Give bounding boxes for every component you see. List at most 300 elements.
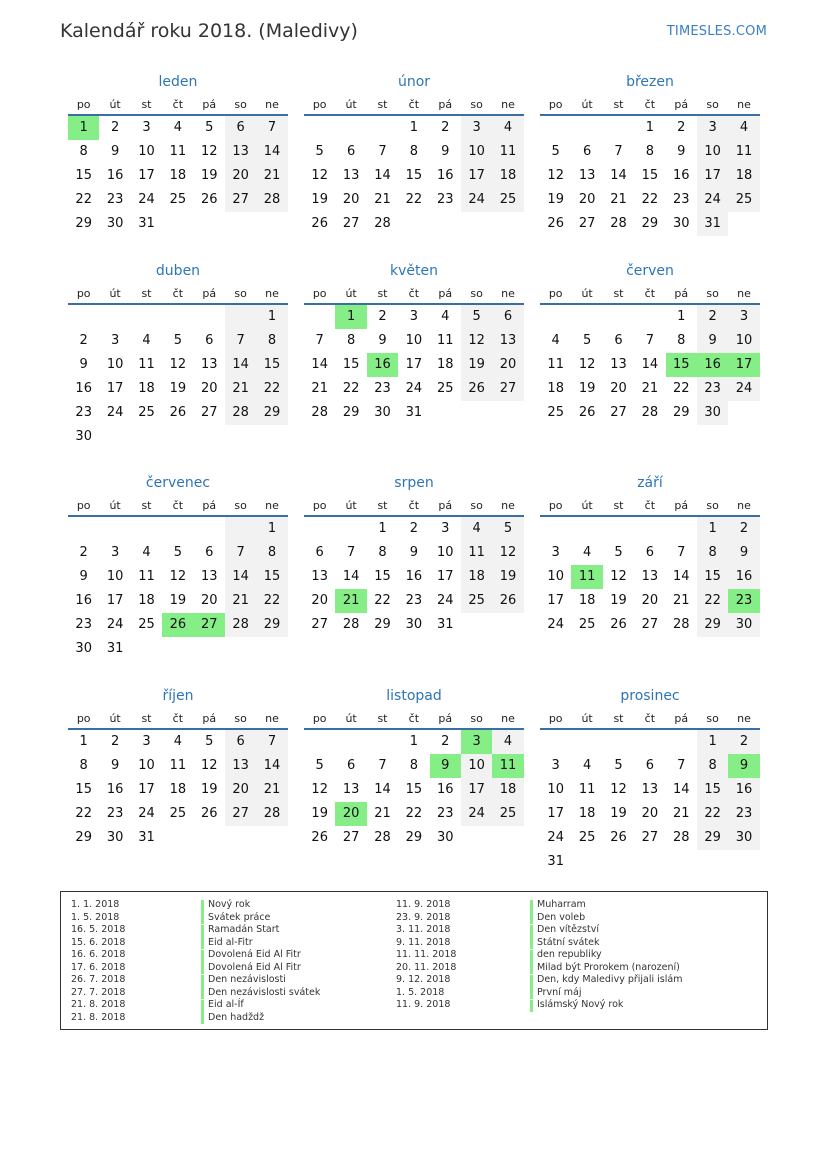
empty-cell xyxy=(225,212,256,236)
day-cell: 10 xyxy=(547,569,564,584)
day-cell: 25 xyxy=(138,405,155,420)
day-cell: 19 xyxy=(169,593,187,608)
day-cell: 13 xyxy=(578,168,596,183)
day-cell: 6 xyxy=(346,758,356,773)
legend-date: 21. 8. 2018 xyxy=(71,1011,126,1023)
empty-cell xyxy=(492,826,523,850)
day-cell: 13 xyxy=(200,357,218,372)
day-cell: 11 xyxy=(461,541,492,565)
empty-cell xyxy=(728,401,759,425)
day-cell: 11 xyxy=(169,758,187,773)
day-cell: 28 xyxy=(672,830,690,845)
day-cell: 30 xyxy=(106,830,124,845)
day-cell: 20 xyxy=(311,593,328,608)
weekday-header xyxy=(304,94,524,116)
day-cell: 12 xyxy=(169,569,187,584)
day-cell: 5 xyxy=(205,734,214,749)
month-7 xyxy=(68,473,288,661)
weekday-label: út xyxy=(581,98,593,111)
empty-cell xyxy=(540,517,571,541)
day-cell: 18 xyxy=(728,164,759,188)
empty-cell xyxy=(666,517,697,541)
day-cell: 15 xyxy=(405,782,423,797)
weekday-label: pá xyxy=(438,98,453,111)
day-cell: 7 xyxy=(614,144,623,159)
legend-date: 11. 9. 2018 xyxy=(396,899,451,910)
weekday-label: pá xyxy=(438,287,453,300)
day-cell: 24 xyxy=(106,405,124,420)
legend-marker xyxy=(201,912,204,924)
day-cell: 16 xyxy=(436,782,454,797)
day-cell: 10 xyxy=(138,758,155,773)
day-cell: 31 xyxy=(547,854,564,869)
day-cell: 14 xyxy=(641,357,659,372)
legend-date: 3. 11. 2018 xyxy=(396,924,451,935)
weekday-label: út xyxy=(109,712,121,725)
day-cell: 1 xyxy=(697,730,728,754)
empty-cell xyxy=(571,116,602,140)
day-cell: 31 xyxy=(138,830,155,845)
day-cell: 3 xyxy=(142,734,151,749)
weekday-label: po xyxy=(312,712,327,725)
legend-holiday-name: Den nezávislosti xyxy=(208,974,286,985)
day-cell: 16 xyxy=(728,565,759,589)
day-cell: 23 xyxy=(405,593,423,608)
day-cell: 24 xyxy=(106,617,124,632)
day-cell: 21 xyxy=(374,806,391,821)
weekday-label: so xyxy=(234,499,247,512)
empty-cell xyxy=(728,212,759,236)
day-cell: 20 xyxy=(342,192,360,207)
day-cell: 3 xyxy=(728,305,759,329)
day-cell: 6 xyxy=(645,758,654,773)
legend-marker xyxy=(201,975,204,987)
weekday-label: čt xyxy=(644,287,656,300)
legend-marker xyxy=(530,925,533,937)
day-cell: 30 xyxy=(75,429,92,444)
day-cell: 30 xyxy=(672,216,690,231)
day-cell: 19 xyxy=(492,565,523,589)
day-cell: 24 xyxy=(461,188,492,212)
legend-holiday-name: Dovolená Eid Al Fitr xyxy=(208,949,301,960)
day-cell: 21 xyxy=(256,778,287,802)
legend-holiday-name: Den vítězství xyxy=(537,924,599,935)
legend-holiday-name: Den voleb xyxy=(537,911,586,923)
day-cell: 19 xyxy=(547,192,564,207)
day-cell: 24 xyxy=(405,381,423,396)
day-cell: 27 xyxy=(200,405,218,420)
month-1 xyxy=(68,72,288,236)
day-cell: 23 xyxy=(697,377,728,401)
month-name: prosinec xyxy=(620,688,680,704)
day-cell: 21 xyxy=(335,589,366,613)
empty-cell xyxy=(162,305,193,329)
empty-cell xyxy=(225,637,256,661)
day-cell: 29 xyxy=(256,401,287,425)
month-name: srpen xyxy=(394,475,434,491)
legend-marker xyxy=(530,900,533,912)
weekday-label: so xyxy=(706,499,719,512)
weekday-label: po xyxy=(548,499,563,512)
day-cell: 9 xyxy=(430,754,461,778)
day-cell: 30 xyxy=(106,216,124,231)
weekday-header xyxy=(540,708,760,730)
day-cell: 18 xyxy=(138,381,155,396)
day-cell: 10 xyxy=(461,754,492,778)
legend-date: 11. 11. 2018 xyxy=(396,949,457,960)
day-cell: 17 xyxy=(697,164,728,188)
day-cell: 14 xyxy=(256,140,287,164)
day-cell: 8 xyxy=(346,333,356,348)
weekday-label: po xyxy=(76,499,91,512)
empty-cell xyxy=(225,826,256,850)
month-name: červen xyxy=(626,263,674,279)
day-cell: 8 xyxy=(256,329,287,353)
day-cell: 18 xyxy=(578,806,596,821)
weekday-header xyxy=(68,708,288,730)
day-cell: 6 xyxy=(225,730,256,754)
legend-marker xyxy=(530,912,533,924)
day-cell: 23 xyxy=(728,589,759,613)
weekday-label: ne xyxy=(737,98,751,111)
month-name: leden xyxy=(158,74,198,90)
day-cell: 27 xyxy=(492,377,523,401)
weekday-label: po xyxy=(312,499,327,512)
day-cell: 1 xyxy=(335,305,366,329)
day-cell: 8 xyxy=(645,144,654,159)
weekday-label: ne xyxy=(737,287,751,300)
day-cell: 5 xyxy=(582,333,592,348)
empty-cell xyxy=(603,116,634,140)
day-cell: 20 xyxy=(225,164,256,188)
day-cell: 22 xyxy=(641,192,659,207)
empty-cell xyxy=(540,730,571,754)
day-cell: 28 xyxy=(672,617,690,632)
day-cell: 25 xyxy=(169,806,187,821)
empty-cell xyxy=(99,425,130,449)
day-cell: 2 xyxy=(728,730,759,754)
day-cell: 1 xyxy=(68,116,99,140)
month-name: červenec xyxy=(145,475,211,491)
day-cell: 1 xyxy=(645,120,654,135)
day-cell: 19 xyxy=(311,192,328,207)
day-cell: 18 xyxy=(169,168,187,183)
day-grid xyxy=(68,517,288,661)
weekday-label: so xyxy=(706,98,719,111)
day-cell: 21 xyxy=(641,381,659,396)
day-cell: 30 xyxy=(374,405,391,420)
day-cell: 22 xyxy=(672,381,690,396)
day-cell: 9 xyxy=(110,758,120,773)
weekday-label: pá xyxy=(202,98,217,111)
day-cell: 20 xyxy=(335,802,366,826)
day-cell: 21 xyxy=(610,192,627,207)
weekday-label: pá xyxy=(674,499,689,512)
day-cell: 16 xyxy=(672,168,690,183)
empty-cell xyxy=(367,730,398,754)
empty-cell xyxy=(728,850,759,874)
weekday-label: pá xyxy=(438,712,453,725)
day-cell: 7 xyxy=(645,333,654,348)
day-cell: 26 xyxy=(169,405,187,420)
weekday-label: so xyxy=(470,98,483,111)
day-cell: 23 xyxy=(75,405,92,420)
day-cell: 23 xyxy=(672,192,690,207)
day-cell: 24 xyxy=(138,806,155,821)
legend-holiday-name: Den, kdy Maledivy přijali islám xyxy=(537,974,683,985)
legend-marker xyxy=(201,962,204,974)
day-cell: 14 xyxy=(342,569,360,584)
day-cell: 11 xyxy=(138,569,155,584)
day-cell: 9 xyxy=(697,329,728,353)
day-cell: 26 xyxy=(492,589,523,613)
day-cell: 26 xyxy=(311,216,328,231)
day-cell: 3 xyxy=(461,730,492,754)
day-cell: 17 xyxy=(138,782,155,797)
legend-date: 1. 1. 2018 xyxy=(71,899,120,910)
day-cell: 10 xyxy=(697,140,728,164)
weekday-label: so xyxy=(470,712,483,725)
day-cell: 19 xyxy=(610,806,627,821)
day-cell: 1 xyxy=(256,517,287,541)
day-cell: 3 xyxy=(551,545,560,560)
weekday-header xyxy=(304,495,524,517)
day-cell: 26 xyxy=(200,192,218,207)
legend-date: 26. 7. 2018 xyxy=(71,974,126,985)
day-cell: 21 xyxy=(374,192,391,207)
day-cell: 4 xyxy=(441,309,450,324)
day-cell: 15 xyxy=(666,353,697,377)
day-cell: 13 xyxy=(225,140,256,164)
weekday-header xyxy=(304,708,524,730)
day-cell: 9 xyxy=(79,357,88,372)
day-cell: 8 xyxy=(256,541,287,565)
weekday-label: ne xyxy=(501,499,515,512)
day-cell: 21 xyxy=(225,377,256,401)
day-cell: 20 xyxy=(578,192,596,207)
day-cell: 31 xyxy=(436,617,454,632)
weekday-label: ne xyxy=(737,712,751,725)
day-cell: 23 xyxy=(436,806,454,821)
weekday-label: pá xyxy=(202,499,217,512)
day-cell: 4 xyxy=(142,333,151,348)
legend-holiday-name: Islámský Nový rok xyxy=(537,999,624,1010)
day-cell: 14 xyxy=(672,782,690,797)
day-cell: 22 xyxy=(405,192,423,207)
day-cell: 13 xyxy=(492,329,523,353)
day-cell: 12 xyxy=(200,758,218,773)
day-cell: 1 xyxy=(697,517,728,541)
day-cell: 9 xyxy=(677,144,686,159)
weekday-label: st xyxy=(377,98,388,111)
day-cell: 2 xyxy=(677,120,686,135)
day-cell: 21 xyxy=(256,164,287,188)
day-cell: 3 xyxy=(697,116,728,140)
day-cell: 25 xyxy=(578,617,596,632)
weekday-label: ne xyxy=(501,98,515,111)
day-cell: 5 xyxy=(492,517,523,541)
day-cell: 13 xyxy=(342,168,360,183)
day-cell: 11 xyxy=(436,333,454,348)
day-cell: 6 xyxy=(315,545,324,560)
day-cell: 30 xyxy=(697,401,728,425)
day-cell: 23 xyxy=(436,192,454,207)
day-cell: 6 xyxy=(492,305,523,329)
day-cell: 7 xyxy=(378,144,387,159)
day-cell: 26 xyxy=(461,377,492,401)
brand-link[interactable]: TIMESLES.COM xyxy=(666,24,767,39)
empty-cell xyxy=(335,517,366,541)
weekday-header xyxy=(540,495,760,517)
weekday-label: st xyxy=(613,499,624,512)
weekday-label: st xyxy=(613,712,624,725)
day-cell: 22 xyxy=(342,381,360,396)
weekday-label: út xyxy=(581,499,593,512)
legend-holiday-name: Den nezávislosti svátek xyxy=(208,986,321,998)
empty-cell xyxy=(398,212,429,236)
day-cell: 6 xyxy=(582,144,592,159)
month-3 xyxy=(540,72,760,236)
day-cell: 15 xyxy=(697,778,728,802)
legend-holiday-name: První máj xyxy=(537,986,582,998)
day-cell: 28 xyxy=(256,802,287,826)
day-cell: 11 xyxy=(728,140,759,164)
day-cell: 13 xyxy=(641,782,659,797)
weekday-label: so xyxy=(470,287,483,300)
legend-marker xyxy=(530,962,533,974)
day-cell: 27 xyxy=(610,405,627,420)
day-cell: 26 xyxy=(162,613,193,637)
weekday-label: út xyxy=(581,712,593,725)
month-name: březen xyxy=(626,74,674,90)
day-cell: 15 xyxy=(256,353,287,377)
weekday-label: ne xyxy=(265,287,279,300)
legend-marker xyxy=(201,987,204,999)
legend-marker xyxy=(201,900,204,912)
day-cell: 28 xyxy=(374,216,391,231)
legend-marker xyxy=(530,987,533,999)
month-5 xyxy=(304,261,524,425)
day-cell: 3 xyxy=(441,521,450,536)
day-cell: 23 xyxy=(106,806,124,821)
weekday-label: út xyxy=(109,499,121,512)
weekday-header xyxy=(68,283,288,305)
day-cell: 3 xyxy=(461,116,492,140)
day-cell: 26 xyxy=(547,216,564,231)
day-cell: 1 xyxy=(256,305,287,329)
legend-date: 1. 5. 2018 xyxy=(71,911,120,923)
weekday-label: po xyxy=(548,712,563,725)
day-cell: 10 xyxy=(547,782,564,797)
day-cell: 4 xyxy=(582,545,592,560)
day-cell: 9 xyxy=(441,144,450,159)
weekday-label: út xyxy=(345,98,357,111)
day-grid xyxy=(304,116,524,236)
day-cell: 29 xyxy=(672,405,690,420)
empty-cell xyxy=(367,116,398,140)
day-cell: 11 xyxy=(571,565,602,589)
day-cell: 4 xyxy=(461,517,492,541)
day-cell: 28 xyxy=(374,830,391,845)
day-cell: 14 xyxy=(374,168,391,183)
empty-cell xyxy=(162,517,193,541)
empty-cell xyxy=(666,850,697,874)
day-cell: 18 xyxy=(138,593,155,608)
weekday-label: ne xyxy=(265,712,279,725)
day-cell: 12 xyxy=(610,569,627,584)
day-cell: 22 xyxy=(697,802,728,826)
empty-cell xyxy=(335,730,366,754)
day-cell: 27 xyxy=(342,830,360,845)
empty-cell xyxy=(461,212,492,236)
day-cell: 10 xyxy=(461,140,492,164)
weekday-label: čt xyxy=(172,712,184,725)
day-cell: 23 xyxy=(75,617,92,632)
day-cell: 16 xyxy=(728,778,759,802)
day-cell: 25 xyxy=(492,188,523,212)
legend-date: 23. 9. 2018 xyxy=(396,911,451,923)
day-cell: 31 xyxy=(697,212,728,236)
weekday-label: pá xyxy=(674,712,689,725)
month-4 xyxy=(68,261,288,449)
weekday-label: st xyxy=(141,499,152,512)
day-cell: 20 xyxy=(492,353,523,377)
day-cell: 7 xyxy=(225,329,256,353)
day-cell: 6 xyxy=(205,545,214,560)
day-grid xyxy=(68,730,288,850)
day-cell: 8 xyxy=(677,333,686,348)
day-cell: 22 xyxy=(697,589,728,613)
weekday-header xyxy=(540,283,760,305)
weekday-label: čt xyxy=(644,712,656,725)
day-cell: 26 xyxy=(610,830,627,845)
weekday-label: st xyxy=(377,712,388,725)
empty-cell xyxy=(335,116,366,140)
empty-cell xyxy=(634,730,665,754)
empty-cell xyxy=(68,517,99,541)
day-cell: 21 xyxy=(225,589,256,613)
day-cell: 1 xyxy=(677,309,686,324)
legend-holiday-name: Nový rok xyxy=(208,899,251,910)
legend-holiday-name: Eid al-Fitr xyxy=(208,936,253,948)
day-cell: 8 xyxy=(378,545,387,560)
empty-cell xyxy=(697,850,728,874)
day-cell: 28 xyxy=(311,405,328,420)
legend-date: 20. 11. 2018 xyxy=(396,961,457,973)
day-cell: 17 xyxy=(106,381,124,396)
weekday-label: st xyxy=(613,287,624,300)
day-cell: 18 xyxy=(578,593,596,608)
weekday-label: út xyxy=(345,499,357,512)
day-cell: 15 xyxy=(697,565,728,589)
day-cell: 3 xyxy=(110,333,120,348)
legend-marker xyxy=(530,1000,533,1012)
empty-cell xyxy=(304,116,335,140)
day-cell: 27 xyxy=(578,216,596,231)
day-cell: 15 xyxy=(342,357,360,372)
empty-cell xyxy=(461,613,492,637)
day-cell: 2 xyxy=(79,545,88,560)
empty-cell xyxy=(99,305,130,329)
empty-cell xyxy=(634,305,665,329)
weekday-label: po xyxy=(312,98,327,111)
day-cell: 29 xyxy=(75,216,92,231)
day-cell: 6 xyxy=(614,333,623,348)
day-cell: 19 xyxy=(200,782,218,797)
day-cell: 19 xyxy=(610,593,627,608)
day-cell: 7 xyxy=(256,730,287,754)
day-cell: 17 xyxy=(138,168,155,183)
